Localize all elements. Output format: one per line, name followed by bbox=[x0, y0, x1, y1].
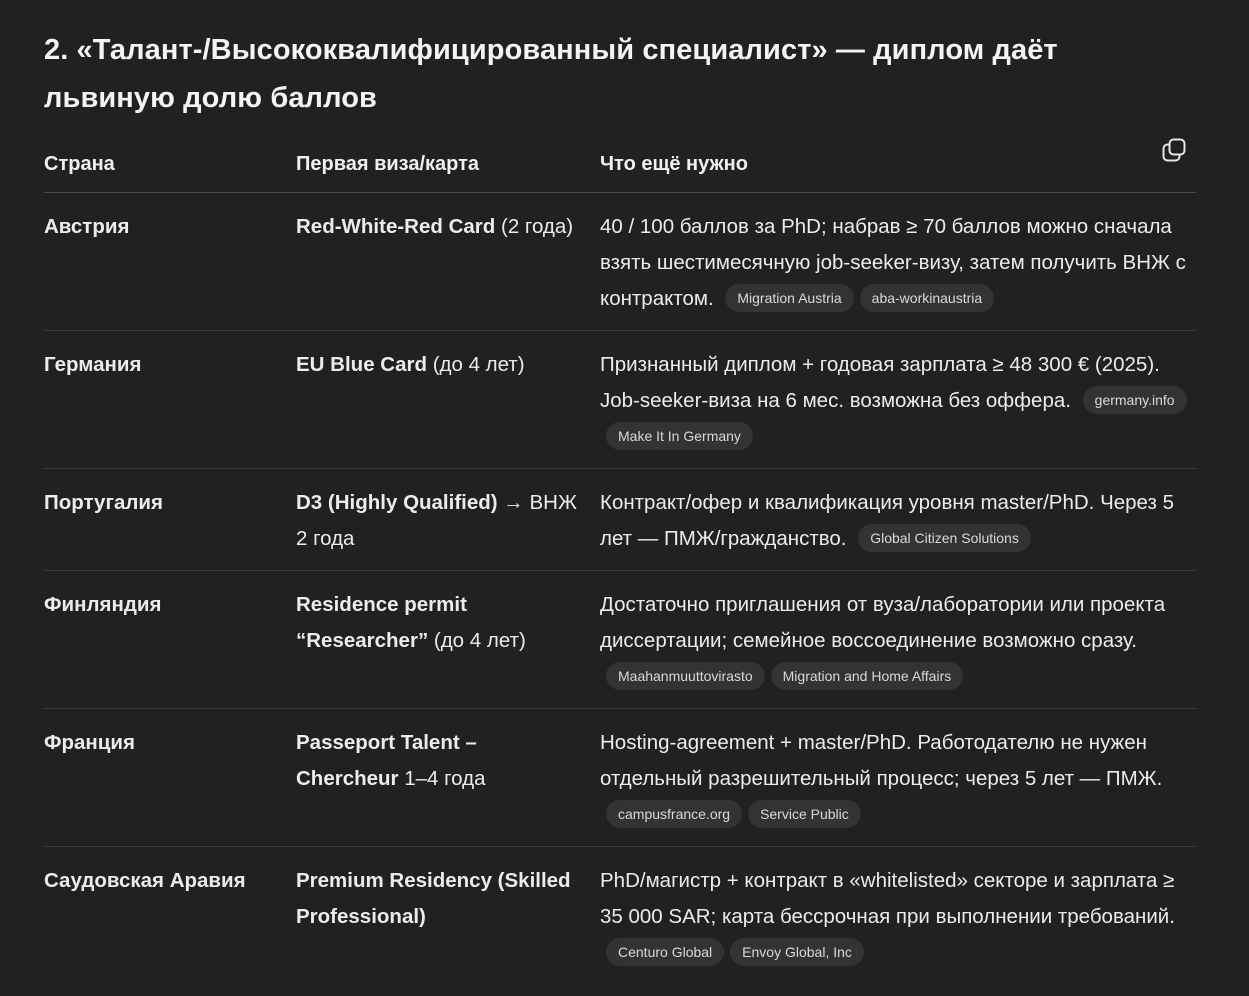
header-requirements: Что ещё нужно bbox=[600, 153, 748, 175]
source-chip[interactable]: campusfrance.org bbox=[606, 800, 742, 828]
source-chip[interactable]: aba-workinaustria bbox=[860, 284, 995, 312]
requirements-cell bbox=[600, 571, 1196, 708]
visa-name: EU Blue Card bbox=[296, 353, 427, 376]
requirements-text: Hosting-agreement + master/PhD. Работодателю не нужен отдельный разрешительный процесс; через 5 лет — ПМЖ. bbox=[600, 731, 1163, 790]
source-chip[interactable]: germany.info bbox=[1083, 386, 1187, 414]
visa-name: D3 (Highly Qualified) bbox=[296, 491, 498, 514]
requirements-text: Контракт/офер и квалификация уровня master/PhD. Через 5 лет — ПМЖ/гражданство. bbox=[600, 491, 1174, 550]
header-first-visa: Первая виза/карта bbox=[296, 153, 480, 175]
country-cell: Португалия bbox=[44, 491, 163, 514]
visa-cell bbox=[296, 847, 600, 984]
visa-table bbox=[44, 146, 1196, 984]
visa-cell bbox=[296, 331, 600, 468]
visa-cell bbox=[296, 469, 600, 570]
source-chip[interactable]: Make It In Germany bbox=[606, 422, 753, 450]
requirements-cell bbox=[600, 847, 1196, 984]
table-header-row bbox=[44, 146, 1196, 193]
requirements-text: Достаточно приглашения от вуза/лаборатории или проекта диссертации; семейное воссоединение возможно сразу. bbox=[600, 593, 1166, 652]
requirements-cell bbox=[600, 709, 1196, 846]
visa-duration: → ВНЖ 2 года bbox=[296, 491, 577, 550]
copy-icon bbox=[1161, 137, 1187, 163]
visa-duration: (2 года) bbox=[495, 215, 574, 238]
table-row bbox=[44, 571, 1196, 709]
source-chip[interactable]: Envoy Global, Inc bbox=[730, 938, 864, 966]
requirements-cell bbox=[600, 331, 1196, 468]
visa-cell bbox=[296, 571, 600, 708]
visa-duration: (до 4 лет) bbox=[427, 353, 525, 376]
answer-section bbox=[44, 26, 1196, 984]
requirements-text: Признанный диплом + годовая зарплата ≥ 48 300 € (2025). Job-seeker-виза на 6 мес. возможна без оффера. bbox=[600, 353, 1160, 412]
visa-name: Passeport Talent – Chercheur bbox=[296, 731, 477, 790]
source-chip[interactable]: Service Public bbox=[748, 800, 861, 828]
source-chip[interactable]: Maahanmuuttovirasto bbox=[606, 662, 765, 690]
visa-name: Premium Residency (Skilled Professional) bbox=[296, 869, 571, 928]
section-heading: 2. «Талант-/Высококвалифицированный специалист» — диплом даёт львиную долю баллов bbox=[44, 34, 1058, 114]
country-cell: Австрия bbox=[44, 215, 130, 238]
requirements-cell bbox=[600, 193, 1196, 330]
table-row bbox=[44, 709, 1196, 847]
requirements-text: 40 / 100 баллов за PhD; набрав ≥ 70 баллов можно сначала взять шестимесячную job-seeker-визу, затем получить ВНЖ с контрактом. bbox=[600, 215, 1186, 310]
visa-duration: (до 4 лет) bbox=[428, 629, 526, 652]
visa-duration: 1–4 года bbox=[398, 767, 486, 790]
country-cell: Франция bbox=[44, 731, 135, 754]
country-cell: Финляндия bbox=[44, 593, 162, 616]
source-chip[interactable]: Centuro Global bbox=[606, 938, 724, 966]
visa-cell bbox=[296, 709, 600, 846]
requirements-text: PhD/магистр + контракт в «whitelisted» секторе и зарплата ≥ 35 000 SAR; карта бессрочная при выполнении требований. bbox=[600, 869, 1175, 928]
header-country: Страна bbox=[44, 153, 115, 175]
table-row bbox=[44, 193, 1196, 331]
table-row bbox=[44, 469, 1196, 571]
country-cell: Саудовская Аравия bbox=[44, 869, 246, 892]
visa-name: Red-White-Red Card bbox=[296, 215, 496, 238]
requirements-cell bbox=[600, 469, 1196, 570]
source-chip[interactable]: Migration and Home Affairs bbox=[771, 662, 964, 690]
table-row bbox=[44, 847, 1196, 984]
table-row bbox=[44, 331, 1196, 469]
source-chip[interactable]: Global Citizen Solutions bbox=[858, 524, 1031, 552]
copy-table-button[interactable] bbox=[1160, 136, 1188, 164]
country-cell: Германия bbox=[44, 353, 142, 376]
visa-cell bbox=[296, 193, 600, 330]
visa-name: Residence permit “Researcher” bbox=[296, 593, 467, 652]
source-chip[interactable]: Migration Austria bbox=[725, 284, 853, 312]
